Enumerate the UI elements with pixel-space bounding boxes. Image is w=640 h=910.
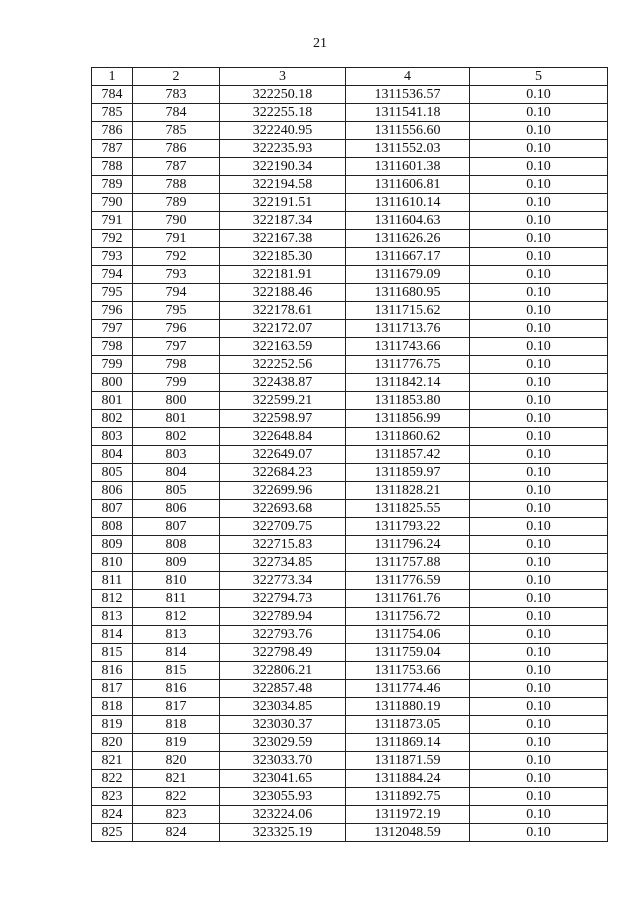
table-row: [92, 212, 608, 230]
table-cell: 322649.07: [220, 446, 346, 464]
table-cell: 796: [92, 302, 133, 320]
table-cell: 794: [133, 284, 220, 302]
table-cell: 1311869.14: [346, 734, 470, 752]
table-row: [92, 302, 608, 320]
table-cell: 1311556.60: [346, 122, 470, 140]
table-cell: 0.10: [470, 302, 608, 320]
table-cell: 787: [133, 158, 220, 176]
table-cell: 816: [92, 662, 133, 680]
table-cell: 816: [133, 680, 220, 698]
column-header-3: 3: [220, 68, 346, 86]
table-row: [92, 122, 608, 140]
table-cell: 783: [133, 86, 220, 104]
table-cell: 0.10: [470, 392, 608, 410]
table-cell: 0.10: [470, 86, 608, 104]
table-cell: 0.10: [470, 338, 608, 356]
table-row: [92, 176, 608, 194]
table-cell: 322693.68: [220, 500, 346, 518]
table-row: [92, 338, 608, 356]
table-cell: 322438.87: [220, 374, 346, 392]
table-cell: 821: [92, 752, 133, 770]
table-cell: 0.10: [470, 158, 608, 176]
table-cell: 0.10: [470, 626, 608, 644]
table-row: [92, 320, 608, 338]
table-row: [92, 608, 608, 626]
table-cell: 323224.06: [220, 806, 346, 824]
table-cell: 322172.07: [220, 320, 346, 338]
table-cell: 798: [133, 356, 220, 374]
table-cell: 815: [133, 662, 220, 680]
table-cell: 0.10: [470, 590, 608, 608]
table-cell: 1311680.95: [346, 284, 470, 302]
table-cell: 791: [133, 230, 220, 248]
column-header-4: 4: [346, 68, 470, 86]
table-cell: 784: [92, 86, 133, 104]
table-cell: 794: [92, 266, 133, 284]
table-cell: 0.10: [470, 536, 608, 554]
table-cell: 323034.85: [220, 698, 346, 716]
table-row: [92, 140, 608, 158]
column-header-1: 1: [92, 68, 133, 86]
table-cell: 322188.46: [220, 284, 346, 302]
table-cell: 785: [133, 122, 220, 140]
table-cell: 817: [133, 698, 220, 716]
table-cell: 322187.34: [220, 212, 346, 230]
table-row: [92, 626, 608, 644]
table-cell: 1311715.62: [346, 302, 470, 320]
table-cell: 784: [133, 104, 220, 122]
table-cell: 1311793.22: [346, 518, 470, 536]
table-cell: 0.10: [470, 104, 608, 122]
table-cell: 803: [133, 446, 220, 464]
table-cell: 811: [133, 590, 220, 608]
table-cell: 821: [133, 770, 220, 788]
table-cell: 798: [92, 338, 133, 356]
table-cell: 1311536.57: [346, 86, 470, 104]
table-cell: 1311753.66: [346, 662, 470, 680]
table-cell: 0.10: [470, 518, 608, 536]
table-cell: 802: [92, 410, 133, 428]
table-cell: 1311776.59: [346, 572, 470, 590]
table-cell: 819: [92, 716, 133, 734]
table-row: [92, 410, 608, 428]
table-row: [92, 500, 608, 518]
table-row: [92, 374, 608, 392]
table-cell: 807: [92, 500, 133, 518]
coordinates-table: [91, 67, 608, 842]
table-cell: 0.10: [470, 482, 608, 500]
table-cell: 0.10: [470, 788, 608, 806]
table-cell: 823: [133, 806, 220, 824]
table-cell: 1311796.24: [346, 536, 470, 554]
table-cell: 0.10: [470, 680, 608, 698]
table-cell: 789: [133, 194, 220, 212]
table-cell: 1311859.97: [346, 464, 470, 482]
table-cell: 322255.18: [220, 104, 346, 122]
table-cell: 799: [92, 356, 133, 374]
table-cell: 791: [92, 212, 133, 230]
table-cell: 814: [92, 626, 133, 644]
table-cell: 812: [133, 608, 220, 626]
table-cell: 0.10: [470, 230, 608, 248]
table-cell: 818: [92, 698, 133, 716]
table-header-row: [92, 68, 608, 86]
table-cell: 813: [92, 608, 133, 626]
table-cell: 811: [92, 572, 133, 590]
table-cell: 322250.18: [220, 86, 346, 104]
table-cell: 0.10: [470, 266, 608, 284]
table-cell: 820: [92, 734, 133, 752]
table-cell: 809: [133, 554, 220, 572]
table-cell: 787: [92, 140, 133, 158]
table-cell: 0.10: [470, 500, 608, 518]
table-cell: 800: [92, 374, 133, 392]
table-cell: 1311713.76: [346, 320, 470, 338]
table-cell: 1311667.17: [346, 248, 470, 266]
table-cell: 323033.70: [220, 752, 346, 770]
table-cell: 322181.91: [220, 266, 346, 284]
table-cell: 1311552.03: [346, 140, 470, 158]
table-cell: 322191.51: [220, 194, 346, 212]
table-row: [92, 230, 608, 248]
table-cell: 0.10: [470, 464, 608, 482]
table-cell: 819: [133, 734, 220, 752]
table-cell: 1311754.06: [346, 626, 470, 644]
table-cell: 1311679.09: [346, 266, 470, 284]
table-cell: 1311606.81: [346, 176, 470, 194]
table-cell: 805: [92, 464, 133, 482]
table-cell: 1311856.99: [346, 410, 470, 428]
table-cell: 810: [133, 572, 220, 590]
table-row: [92, 770, 608, 788]
table-cell: 0.10: [470, 176, 608, 194]
table-cell: 788: [133, 176, 220, 194]
table-cell: 0.10: [470, 140, 608, 158]
table-cell: 1311743.66: [346, 338, 470, 356]
table-cell: 790: [133, 212, 220, 230]
table-cell: 0.10: [470, 212, 608, 230]
table-cell: 801: [133, 410, 220, 428]
table-cell: 1311860.62: [346, 428, 470, 446]
table-cell: 0.10: [470, 356, 608, 374]
table-row: [92, 806, 608, 824]
table-cell: 799: [133, 374, 220, 392]
table-cell: 1311842.14: [346, 374, 470, 392]
table-cell: 785: [92, 104, 133, 122]
table-cell: 1311857.42: [346, 446, 470, 464]
table-cell: 793: [92, 248, 133, 266]
table-cell: 800: [133, 392, 220, 410]
table-cell: 796: [133, 320, 220, 338]
table-cell: 817: [92, 680, 133, 698]
table-row: [92, 284, 608, 302]
table-cell: 789: [92, 176, 133, 194]
table-cell: 823: [92, 788, 133, 806]
table-row: [92, 716, 608, 734]
table-cell: 804: [92, 446, 133, 464]
table-cell: 824: [92, 806, 133, 824]
table-cell: 808: [133, 536, 220, 554]
table-cell: 1311828.21: [346, 482, 470, 500]
table-cell: 323041.65: [220, 770, 346, 788]
table-cell: 0.10: [470, 824, 608, 842]
table-row: [92, 752, 608, 770]
table-cell: 0.10: [470, 428, 608, 446]
table-cell: 806: [133, 500, 220, 518]
table-cell: 786: [92, 122, 133, 140]
table-cell: 1311873.05: [346, 716, 470, 734]
table-cell: 323029.59: [220, 734, 346, 752]
table-cell: 1311601.38: [346, 158, 470, 176]
table-cell: 0.10: [470, 410, 608, 428]
table-cell: 1311759.04: [346, 644, 470, 662]
table-cell: 818: [133, 716, 220, 734]
table-row: [92, 734, 608, 752]
table-cell: 322773.34: [220, 572, 346, 590]
table-row: [92, 680, 608, 698]
table-cell: 1311757.88: [346, 554, 470, 572]
table-cell: 822: [92, 770, 133, 788]
table-cell: 792: [133, 248, 220, 266]
page-number: 21: [313, 36, 327, 51]
table-row: [92, 392, 608, 410]
table-cell: 0.10: [470, 662, 608, 680]
table-cell: 814: [133, 644, 220, 662]
table-cell: 801: [92, 392, 133, 410]
table-cell: 322178.61: [220, 302, 346, 320]
table-cell: 812: [92, 590, 133, 608]
table-cell: 793: [133, 266, 220, 284]
table-cell: 322798.49: [220, 644, 346, 662]
table-cell: 1311871.59: [346, 752, 470, 770]
table-cell: 0.10: [470, 734, 608, 752]
table-cell: 1311541.18: [346, 104, 470, 122]
table-cell: 1311884.24: [346, 770, 470, 788]
table-cell: 322599.21: [220, 392, 346, 410]
table-cell: 0.10: [470, 320, 608, 338]
table-cell: 322252.56: [220, 356, 346, 374]
table-row: [92, 248, 608, 266]
table-row: [92, 590, 608, 608]
table-cell: 1312048.59: [346, 824, 470, 842]
table-cell: 323030.37: [220, 716, 346, 734]
table-cell: 322793.76: [220, 626, 346, 644]
table-cell: 322190.34: [220, 158, 346, 176]
table-cell: 807: [133, 518, 220, 536]
table-cell: 822: [133, 788, 220, 806]
table-cell: 0.10: [470, 608, 608, 626]
table-cell: 1311892.75: [346, 788, 470, 806]
table-cell: 322699.96: [220, 482, 346, 500]
table-cell: 322194.58: [220, 176, 346, 194]
table-cell: 1311610.14: [346, 194, 470, 212]
table-cell: 815: [92, 644, 133, 662]
table-cell: 824: [133, 824, 220, 842]
table-row: [92, 536, 608, 554]
table-cell: 802: [133, 428, 220, 446]
table-cell: 0.10: [470, 554, 608, 572]
table-cell: 825: [92, 824, 133, 842]
table-row: [92, 86, 608, 104]
table-cell: 795: [133, 302, 220, 320]
table-row: [92, 662, 608, 680]
table-cell: 1311880.19: [346, 698, 470, 716]
table-cell: 0.10: [470, 644, 608, 662]
table-cell: 795: [92, 284, 133, 302]
table-cell: 803: [92, 428, 133, 446]
table-cell: 0.10: [470, 284, 608, 302]
table-cell: 0.10: [470, 698, 608, 716]
table-cell: 322185.30: [220, 248, 346, 266]
table-cell: 322240.95: [220, 122, 346, 140]
table-cell: 322857.48: [220, 680, 346, 698]
table-row: [92, 644, 608, 662]
table-cell: 1311972.19: [346, 806, 470, 824]
table-cell: 0.10: [470, 716, 608, 734]
table-cell: 322709.75: [220, 518, 346, 536]
table-cell: 0.10: [470, 446, 608, 464]
table-cell: 810: [92, 554, 133, 572]
table-cell: 792: [92, 230, 133, 248]
table-cell: 0.10: [470, 770, 608, 788]
table-cell: 322235.93: [220, 140, 346, 158]
table-row: [92, 788, 608, 806]
table-row: [92, 572, 608, 590]
table-row: [92, 698, 608, 716]
table-cell: 0.10: [470, 374, 608, 392]
table-row: [92, 464, 608, 482]
table-cell: 322734.85: [220, 554, 346, 572]
table-cell: 322789.94: [220, 608, 346, 626]
table-cell: 805: [133, 482, 220, 500]
table-row: [92, 824, 608, 842]
table-cell: 797: [133, 338, 220, 356]
column-header-2: 2: [133, 68, 220, 86]
table-cell: 806: [92, 482, 133, 500]
table-cell: 820: [133, 752, 220, 770]
table-row: [92, 446, 608, 464]
table-cell: 0.10: [470, 194, 608, 212]
column-header-5: 5: [470, 68, 608, 86]
table-cell: 322684.23: [220, 464, 346, 482]
table-cell: 323055.93: [220, 788, 346, 806]
table-cell: 786: [133, 140, 220, 158]
table-cell: 1311626.26: [346, 230, 470, 248]
table-cell: 0.10: [470, 248, 608, 266]
table-cell: 1311774.46: [346, 680, 470, 698]
table-row: [92, 554, 608, 572]
table-cell: 323325.19: [220, 824, 346, 842]
table-row: [92, 158, 608, 176]
table-cell: 813: [133, 626, 220, 644]
table-cell: 804: [133, 464, 220, 482]
table-cell: 322806.21: [220, 662, 346, 680]
table-row: [92, 482, 608, 500]
table-cell: 322794.73: [220, 590, 346, 608]
table-cell: 322648.84: [220, 428, 346, 446]
table-cell: 322167.38: [220, 230, 346, 248]
table-cell: 322715.83: [220, 536, 346, 554]
table-cell: 808: [92, 518, 133, 536]
table-cell: 788: [92, 158, 133, 176]
table-row: [92, 266, 608, 284]
table-cell: 1311761.76: [346, 590, 470, 608]
table-row: [92, 518, 608, 536]
table-body: [92, 86, 608, 842]
table-cell: 322598.97: [220, 410, 346, 428]
table-cell: 0.10: [470, 572, 608, 590]
table-cell: 1311853.80: [346, 392, 470, 410]
table-cell: 0.10: [470, 122, 608, 140]
table-cell: 1311825.55: [346, 500, 470, 518]
table-row: [92, 428, 608, 446]
table-cell: 322163.59: [220, 338, 346, 356]
table-cell: 1311756.72: [346, 608, 470, 626]
table-row: [92, 356, 608, 374]
table-cell: 0.10: [470, 752, 608, 770]
table-cell: 1311776.75: [346, 356, 470, 374]
table-cell: 797: [92, 320, 133, 338]
table-cell: 1311604.63: [346, 212, 470, 230]
table-cell: 790: [92, 194, 133, 212]
table-cell: 0.10: [470, 806, 608, 824]
table-row: [92, 104, 608, 122]
table-cell: 809: [92, 536, 133, 554]
table-row: [92, 194, 608, 212]
